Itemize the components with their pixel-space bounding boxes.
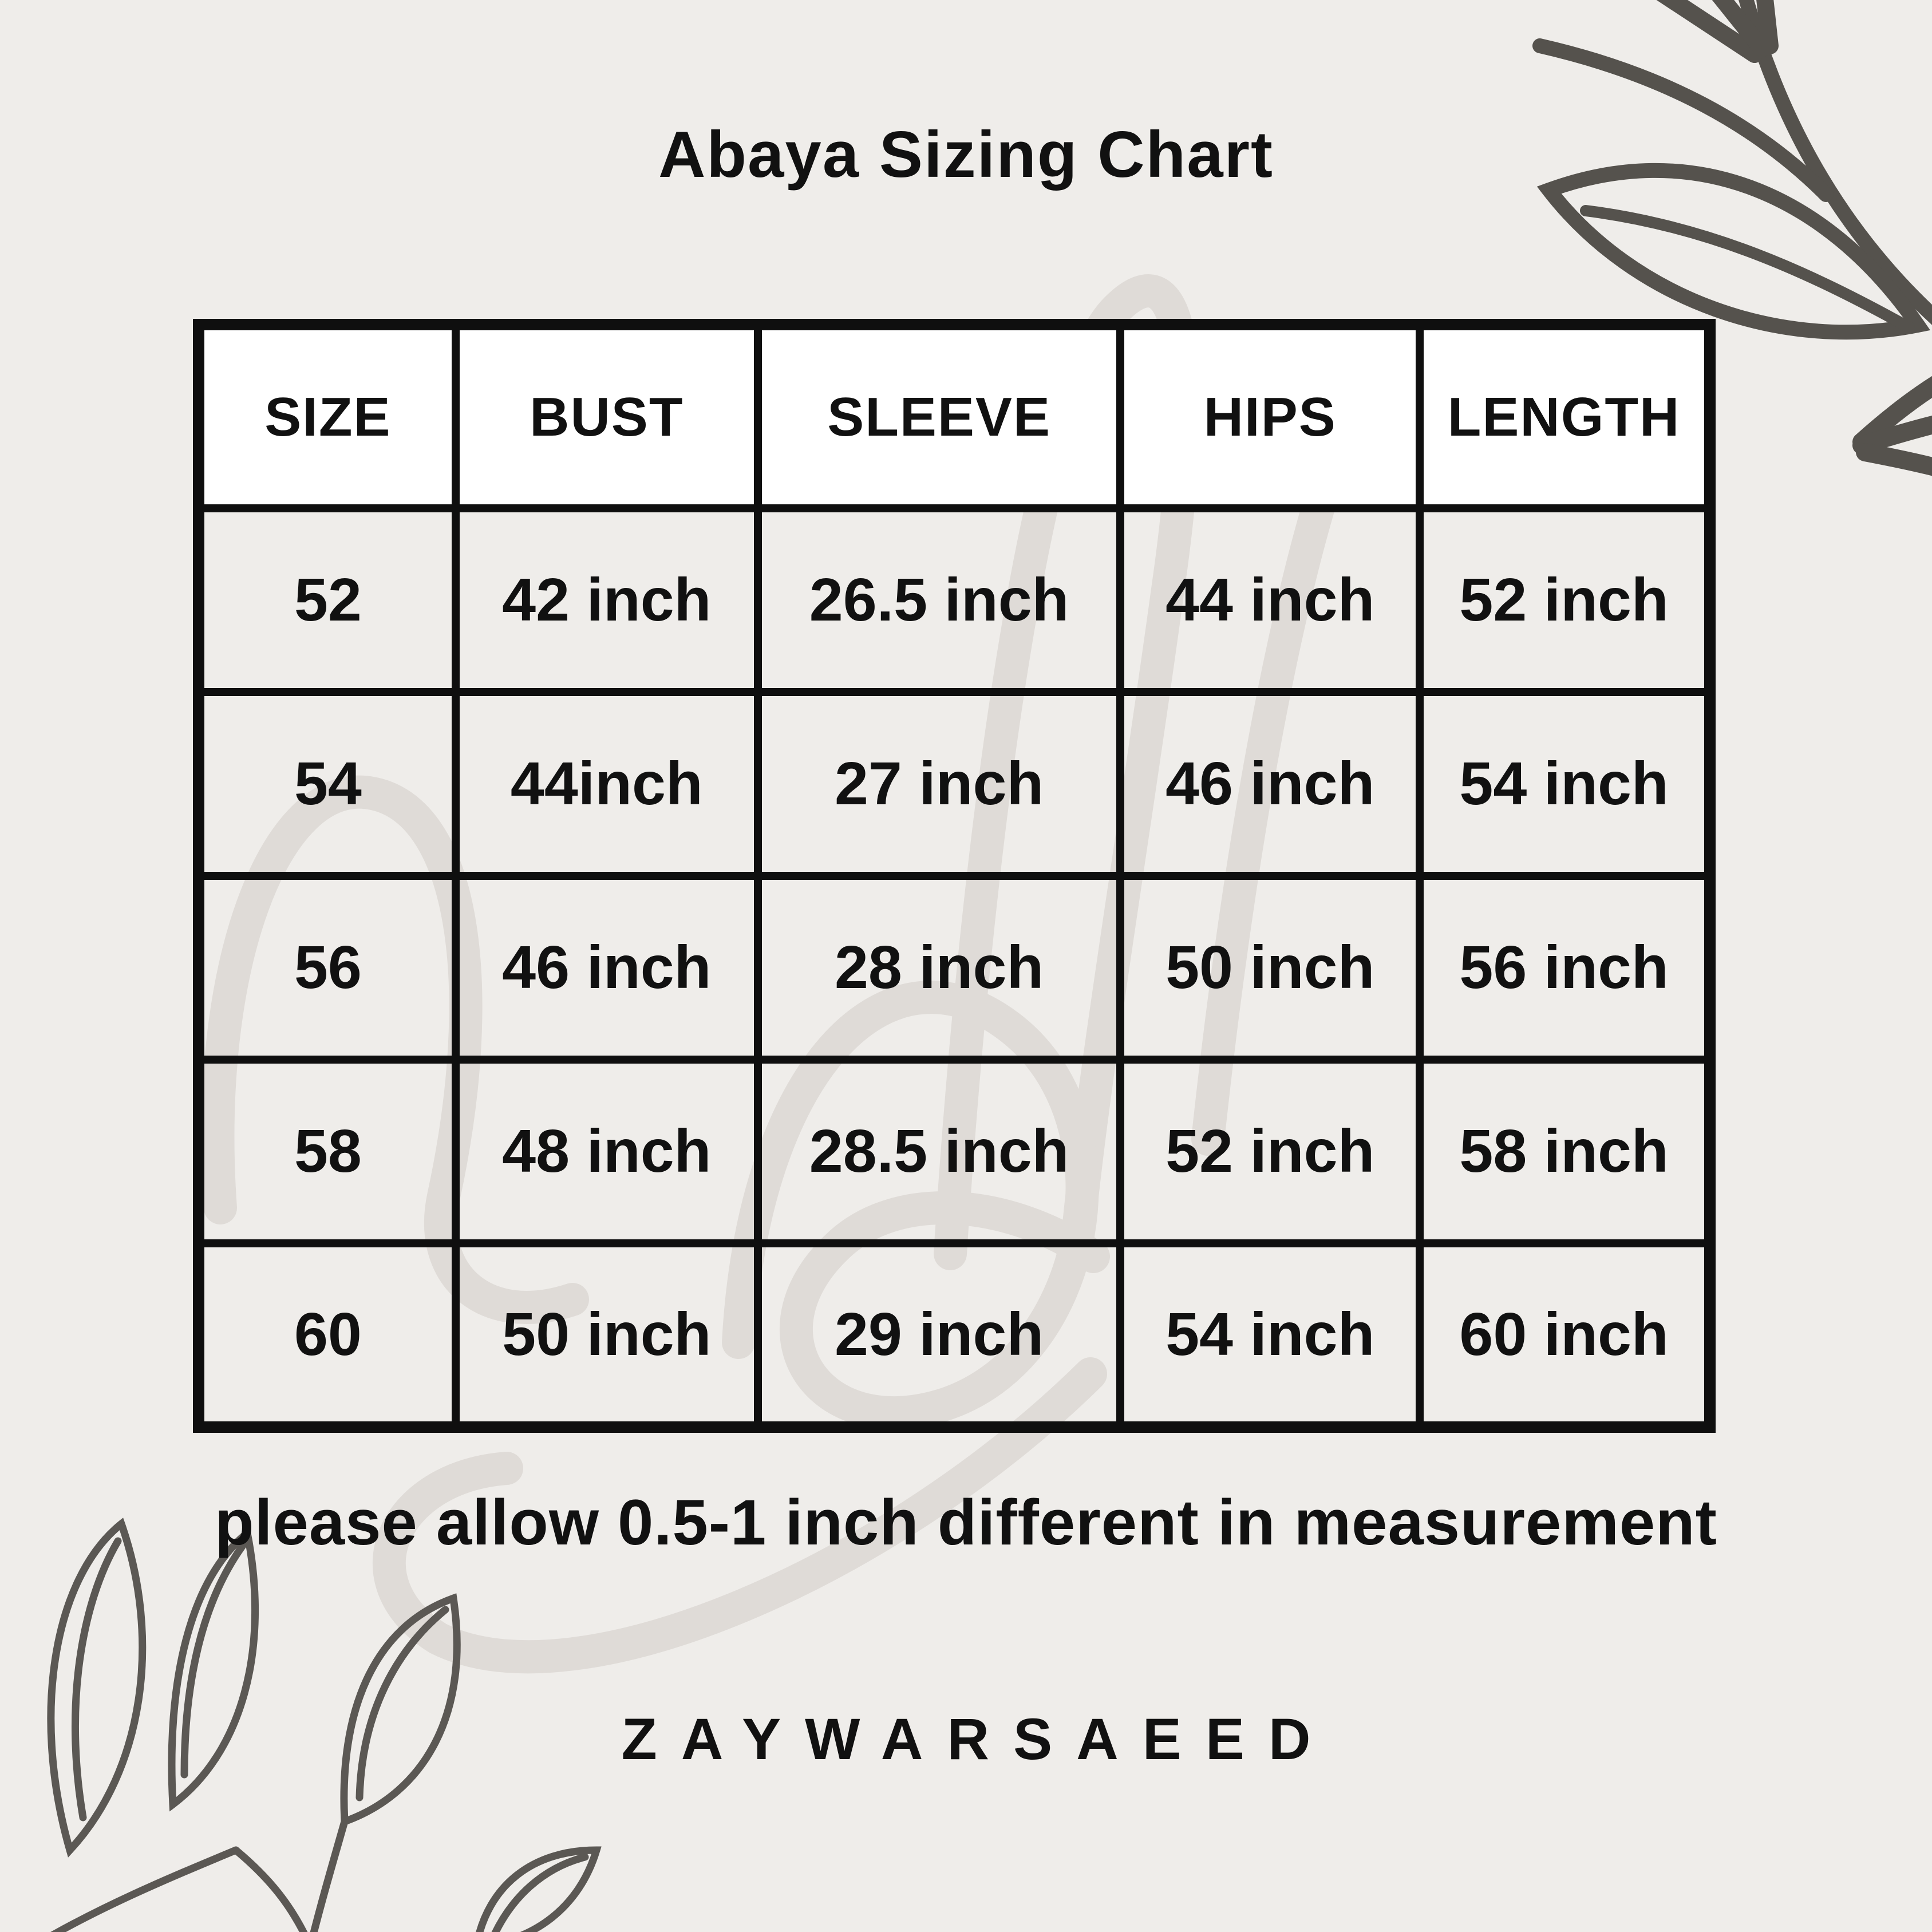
table-cell: 54 — [199, 692, 456, 876]
table-row — [199, 1243, 1710, 1427]
table-cell: 52 — [199, 508, 456, 692]
header-cell: SIZE — [199, 325, 456, 508]
table-cell: 46 inch — [456, 876, 758, 1060]
table-cell: 44 inch — [1120, 508, 1420, 692]
table-cell: 26.5 inch — [758, 508, 1121, 692]
table-cell: 58 — [199, 1060, 456, 1243]
brand-name: ZAYWARSAEED — [621, 1706, 1335, 1772]
table-cell: 28.5 inch — [758, 1060, 1121, 1243]
header-cell: LENGTH — [1420, 325, 1710, 508]
table-cell: 46 inch — [1120, 692, 1420, 876]
table-cell: 56 inch — [1420, 876, 1710, 1060]
header-cell: HIPS — [1120, 325, 1420, 508]
table-row — [199, 876, 1710, 1060]
table-cell: 44inch — [456, 692, 758, 876]
table-cell: 52 inch — [1420, 508, 1710, 692]
header-cell: SLEEVE — [758, 325, 1121, 508]
table-row — [199, 1060, 1710, 1243]
table-cell: 50 inch — [1120, 876, 1420, 1060]
table-cell: 48 inch — [456, 1060, 758, 1243]
measurement-note: please allow 0.5-1 inch different in measurement — [215, 1487, 1717, 1558]
table-cell: 60 — [199, 1243, 456, 1427]
sizing-table — [193, 319, 1716, 1433]
table-cell: 28 inch — [758, 876, 1121, 1060]
table-row — [199, 508, 1710, 692]
table-row — [199, 692, 1710, 876]
page-title: Abaya Sizing Chart — [658, 118, 1274, 191]
table-cell: 29 inch — [758, 1243, 1121, 1427]
header-cell: BUST — [456, 325, 758, 508]
table-body — [199, 508, 1710, 1427]
table-cell: 58 inch — [1420, 1060, 1710, 1243]
table-cell: 54 inch — [1420, 692, 1710, 876]
table-cell: 50 inch — [456, 1243, 758, 1427]
table-cell: 54 inch — [1120, 1243, 1420, 1427]
table-cell: 27 inch — [758, 692, 1121, 876]
header-row — [199, 325, 1710, 508]
table-cell: 60 inch — [1420, 1243, 1710, 1427]
table-cell: 56 — [199, 876, 456, 1060]
table-cell: 42 inch — [456, 508, 758, 692]
table-cell: 52 inch — [1120, 1060, 1420, 1243]
